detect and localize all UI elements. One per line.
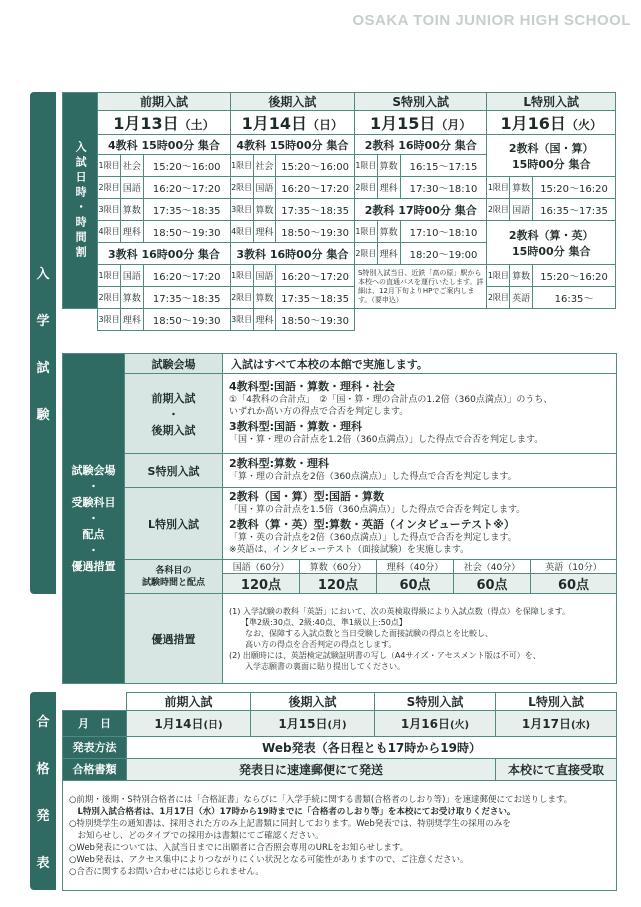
pref-head: 優遇措置	[125, 594, 223, 684]
gather-kouki-4: 4教科 15時00分 集合	[230, 135, 354, 155]
s-content: 2教科型:算数・理科 「算・理の合計点を2倍（360点満点）」した得点で合否を判定します。	[223, 454, 617, 488]
docs-mail: 発表日に速達郵便にて発送	[127, 759, 496, 781]
gather-zenki-4: 4教科 15時00分 集合	[98, 135, 231, 155]
venue-text: 入試はすべて本校の本館で実施します。	[223, 354, 617, 374]
pref-content: (1) 入学試験の教科「英語」において、次の英検取得級により入試点数（得点）を保障します。 【準2級:30点、2級:40点、準1級以上:50点】 なお、保障する入試点数と当日受験した面接試験の得点とを比較し、 高い方の得点を合否判定の得点とします。 (2) 出願時には、英語検定試験証明書の写し（A4サイズ・アセスメント版は不可）を、 入学志願書の裏面に貼り提出してください。	[223, 594, 617, 684]
results-table: 前期入試 後期入試 S特別入試 L特別入試 月 日 1月14日(日) 1月15日(月) 1月16日(火) 1月17日(水) 発表方法 Web発表（各日程とも17時から19時） 合格書類 発表日に速達郵便にて発送 本校にて直接受取 ○前期・後期・S特別合格者には「合格証書」ならびに「入学手続に関する書類(合格者のしおり等)」を速達郵便にてお送りします。 L特別入試合格者は、1月17日（水）17時から19時までに「合格者のしおり等」を本校にてお受け取りください。 ○特別奨学生の通知書は、採用された方のみ上記書類に同封しております。Web発表では、特別奨学生の採用のみを お知らせし、どのタイプでの採用かは書類にてご確認ください。 ○Web発表については、入試当日までに出願者に合否照会専用のURLをお知らせします。 ○Web発表は、アクセス集中によりつながりにくい状況となる可能性がありますので、ご注意ください。 ○合否に関するお問い合わせには応じられません。	[62, 692, 617, 891]
schedule-table: 入試日時・時間割 前期入試 後期入試 S特別入試 L特別入試 1月13日（土） 1月14日（日） 1月15日（月） 1月16日（火） 4教科 15時00分 集合 4教科 15時00分 集合 2教科 16時00分 集合 2教科（国・算） 15時00分 集合 1限目 社会 15:20～16:00 1限目 社会 15:20～16:00 1限目 算数 16:15～17:15 2限目 国語 16:20～17:20 2限目 国語 16:20～17:20 2限目 理科 17:30～18:10 1限目 算数 15:20～16:20 3限目 算数 17:35～18:35 3限目 算数 17:35～18:35 2教科 17時00分 集合 2限目 国語 16:35～17:35 4限目 理科 18:50～19:30 4限目 理科 18:50～19:30 1限目 算数 17:10～18:10 2教科（算・英） 15時00分 集合 3教科 16時00分 集合 3教科 16時00分 集合 2限目 理科 18:20～19:00 1限目 国語 16:20～17:20 1限目 国語 16:20～17:20 S特別入試当日、近鉄「高の原」駅から本校への直通バスを運行いたします。詳細は、12月下旬よりHPでご案内します。（要申込） 1限目 算数 15:20～16:20 2限目 算数 17:35～18:35 2限目 算数 17:35～18:35 2限目 英語 16:35～ 3限目 理科 18:50～19:30 3限目 理科 18:50～19:30	[62, 92, 616, 331]
l-head: L特別入試	[125, 488, 223, 560]
gather-s-2-late: 2教科 17時00分 集合	[354, 199, 487, 221]
score-head: 各科目の 試験時間と配点	[125, 560, 223, 594]
date-s: 1月15日（月）	[354, 111, 487, 135]
zenki-kouki-content: 4教科型:国語・算数・理科・社会 ①「4教科の合計点」 ②「国・算・理の合計点の1.2倍（360点満点）」のうち、 いずれか高い方の得点で合否を判定します。 3教科型:国語・算数・理科 「国・算・理の合計点を1.2倍（360点満点）」した得点で合否を判定します。	[223, 374, 617, 454]
school-name: OSAKA TOIN JUNIOR HIGH SCHOOL	[352, 12, 631, 29]
row-docs-label: 合格書類	[63, 759, 127, 781]
section-tab-exam: 入 学 試 験	[30, 92, 56, 594]
results-section	[30, 692, 616, 890]
gather-l-2a: 2教科（国・算） 15時00分 集合	[487, 135, 616, 177]
head-kouki: 後期入試	[230, 93, 354, 111]
row-date-label: 月 日	[63, 711, 127, 737]
row-method-label: 発表方法	[63, 737, 127, 759]
details-table-wrap	[62, 353, 616, 681]
score-jp: 120点	[223, 574, 300, 594]
gather-kouki-3: 3教科 16時00分 集合	[230, 243, 354, 265]
head-s: S特別入試	[354, 93, 487, 111]
exam-details-section	[30, 353, 616, 681]
results-notes: ○前期・後期・S特別合格者には「合格証書」ならびに「入学手続に関する書類(合格者のしおり等)」を速達郵便にてお送りします。 L特別入試合格者は、1月17日（水）17時から19時までに「合格者のしおり等」を本校にてお受け取りください。 ○特別奨学生の通知書は、採用された方のみ上記書類に同封しております。Web発表では、特別奨学生の採用のみを お知らせし、どのタイプでの採用かは書類にてご確認ください。 ○Web発表については、入試当日までに出願者に合否照会専用のURLをお知らせします。 ○Web発表は、アクセス集中によりつながりにくい状況となる可能性がありますので、ご注意ください。 ○合否に関するお問い合わせには応じられません。	[63, 781, 617, 891]
gather-l-2b: 2教科（算・英） 15時00分 集合	[487, 221, 616, 265]
date-l: 1月16日（火）	[487, 111, 616, 135]
bus-note: S特別入試当日、近鉄「高の原」駅から本校への直通バスを運行いたします。詳細は、12月下旬よりHPでご案内します。（要申込）	[354, 265, 487, 309]
zenki-kouki-head: 前期入試 ・ 後期入試	[125, 374, 223, 454]
section-tab-results: 合 格 発 表	[30, 692, 56, 890]
score-eng: 60点	[531, 574, 617, 594]
schedule-table-wrap	[62, 92, 616, 344]
details-vertical-label: 試験会場 ・ 受験科目 ・ 配点 ・ 優遇措置	[63, 354, 125, 684]
details-table: 試験会場 ・ 受験科目 ・ 配点 ・ 優遇措置 試験会場 入試はすべて本校の本館で実施します。 前期入試 ・ 後期入試 4教科型:国語・算数・理科・社会 ①「4教科の合計点」 ②「国・算・理の合計点の1.2倍（360点満点）」のうち、 いずれか高い方の得点で合否を判定します。 3教科型:国語・算数・理科 「国・算・理の合計点を1.2倍（360点満点）」した得点で合否を判定します。 S特別入試 2教科型:算数・理科 「算・理の合計点を2倍（360点満点）」した得点で合否を判定します。 L特別入試 2教科（国・算）型:国語・算数 「国・算の合計点を1.5倍（360点満点）」した得点で合否を判定します。 2教科（算・英）型:算数・英語（インタビューテスト※） 「算・英の合計点を2倍（360点満点）」した得点で合否を判定します。 ※英語は、インタビューテスト（面接試験）を実施します。 各科目の 試験時間と配点 国語（60分） 算数（60分） 理科（40分） 社会（40分） 英語（10分） 120点 120点 60点 60点 60点 優遇措置 (1) 入学試験の教科「英語」において、次の英検取得級により入試点数（得点）を保障します。 【準2級:30点、2級:40点、準1級以上:50点】 なお、保障する入試点数と当日受験した面接試験の得点とを比較し、 高い方の得点を合否判定の得点とします。 (2) 出願時には、英語検定試験証明書の写し（A4サイズ・アセスメント版は不可）を、 入学志願書の裏面に貼り提出してください。	[62, 353, 617, 684]
score-soc: 60点	[454, 574, 531, 594]
date-kouki: 1月14日（日）	[230, 111, 354, 135]
method-text: Web発表（各日程とも17時から19時）	[127, 737, 617, 759]
score-math: 120点	[300, 574, 377, 594]
score-sci: 60点	[377, 574, 454, 594]
results-table-wrap	[62, 692, 616, 890]
l-content: 2教科（国・算）型:国語・算数 「国・算の合計点を1.5倍（360点満点）」した得点で合否を判定します。 2教科（算・英）型:算数・英語（インタビューテスト※） 「算・英の合計点を2倍（360点満点）」した得点で合否を判定します。 ※英語は、インタビューテスト（面接試験）を実施します。	[223, 488, 617, 560]
gather-zenki-3: 3教科 16時00分 集合	[98, 243, 231, 265]
head-zenki: 前期入試	[98, 93, 231, 111]
date-zenki: 1月13日（土）	[98, 111, 231, 135]
venue-head: 試験会場	[125, 354, 223, 374]
gather-s-2: 2教科 16時00分 集合	[354, 135, 487, 155]
schedule-vertical-label: 入試日時・時間割	[63, 93, 98, 309]
docs-pickup: 本校にて直接受取	[496, 759, 617, 781]
head-l: L特別入試	[487, 93, 616, 111]
s-head: S特別入試	[125, 454, 223, 488]
